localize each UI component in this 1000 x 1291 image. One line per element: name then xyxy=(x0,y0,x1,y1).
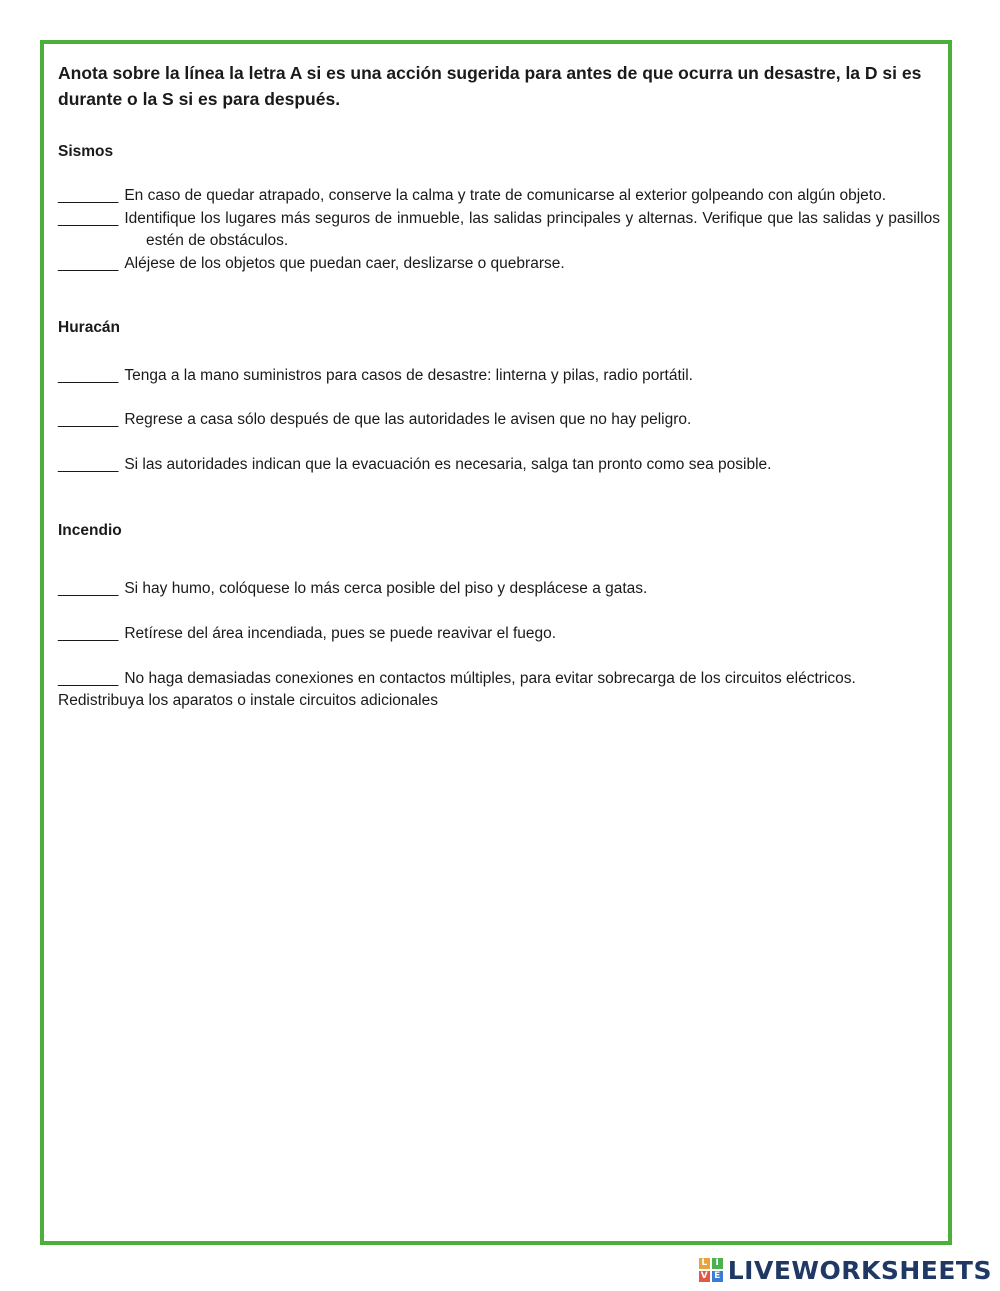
liveworksheets-logo xyxy=(699,1256,992,1284)
logo-text: LIVEWORKSHEETS xyxy=(727,1255,992,1285)
question-incendio-1 xyxy=(58,578,940,600)
instructions-title: Anota sobre la línea la letra A si es una acción sugerida para antes de que ocurra un desastre, la D si es durante o la S si es para después. xyxy=(58,63,922,109)
answer-blank[interactable]: _______ xyxy=(58,456,119,473)
question-text: Si las autoridades indican que la evacuación es necesaria, salga tan pronto como sea posible. xyxy=(124,456,772,473)
question-text: En caso de quedar atrapado, conserve la calma y trate de comunicarse al exterior golpeando con algún objeto. xyxy=(124,187,887,204)
question-text: Si hay humo, colóquese lo más cerca posible del piso y desplácese a gatas. xyxy=(124,580,648,597)
question-text: Identifique los lugares más seguros de inmueble, las salidas principales y alternas. Verifique que las salidas y pasillos estén de obstáculos. xyxy=(124,210,940,249)
answer-blank[interactable]: _______ xyxy=(58,580,119,597)
logo-icon-letter: L xyxy=(699,1258,710,1269)
question-huracan-3 xyxy=(58,454,940,476)
section-heading-sismos: Sismos xyxy=(58,143,114,160)
logo-icon xyxy=(699,1258,723,1282)
answer-blank[interactable]: _______ xyxy=(58,670,119,687)
question-sismos-1 xyxy=(58,185,940,207)
worksheet-content xyxy=(58,60,940,712)
question-incendio-3 xyxy=(58,668,940,712)
logo-icon-letter: E xyxy=(712,1271,723,1282)
question-huracan-2 xyxy=(58,409,940,431)
logo-icon-letter: I xyxy=(712,1258,723,1269)
answer-blank[interactable]: _______ xyxy=(58,255,119,272)
question-text: Tenga a la mano suministros para casos de desastre: linterna y pilas, radio portátil. xyxy=(124,367,693,384)
question-huracan-1 xyxy=(58,365,940,387)
question-sismos-3 xyxy=(58,253,940,275)
question-text: Aléjese de los objetos que puedan caer, deslizarse o quebrarse. xyxy=(124,255,565,272)
answer-blank[interactable]: _______ xyxy=(58,187,119,204)
section-heading-huracan: Huracán xyxy=(58,319,121,336)
answer-blank[interactable]: _______ xyxy=(58,367,119,384)
answer-blank[interactable]: _______ xyxy=(58,411,119,428)
logo-icon-letter: V xyxy=(699,1271,710,1282)
question-text: Retírese del área incendiada, pues se puede reavivar el fuego. xyxy=(124,625,557,642)
question-text: No haga demasiadas conexiones en contactos múltiples, para evitar sobrecarga de los circuitos eléctricos. Redistribuya los aparatos o instale circuitos adicionales xyxy=(58,670,856,709)
answer-blank[interactable]: _______ xyxy=(58,625,119,642)
question-sismos-2 xyxy=(58,208,940,252)
answer-blank[interactable]: _______ xyxy=(58,210,119,227)
section-heading-incendio: Incendio xyxy=(58,522,122,539)
question-text: Regrese a casa sólo después de que las autoridades le avisen que no hay peligro. xyxy=(124,411,692,428)
question-incendio-2 xyxy=(58,623,940,645)
